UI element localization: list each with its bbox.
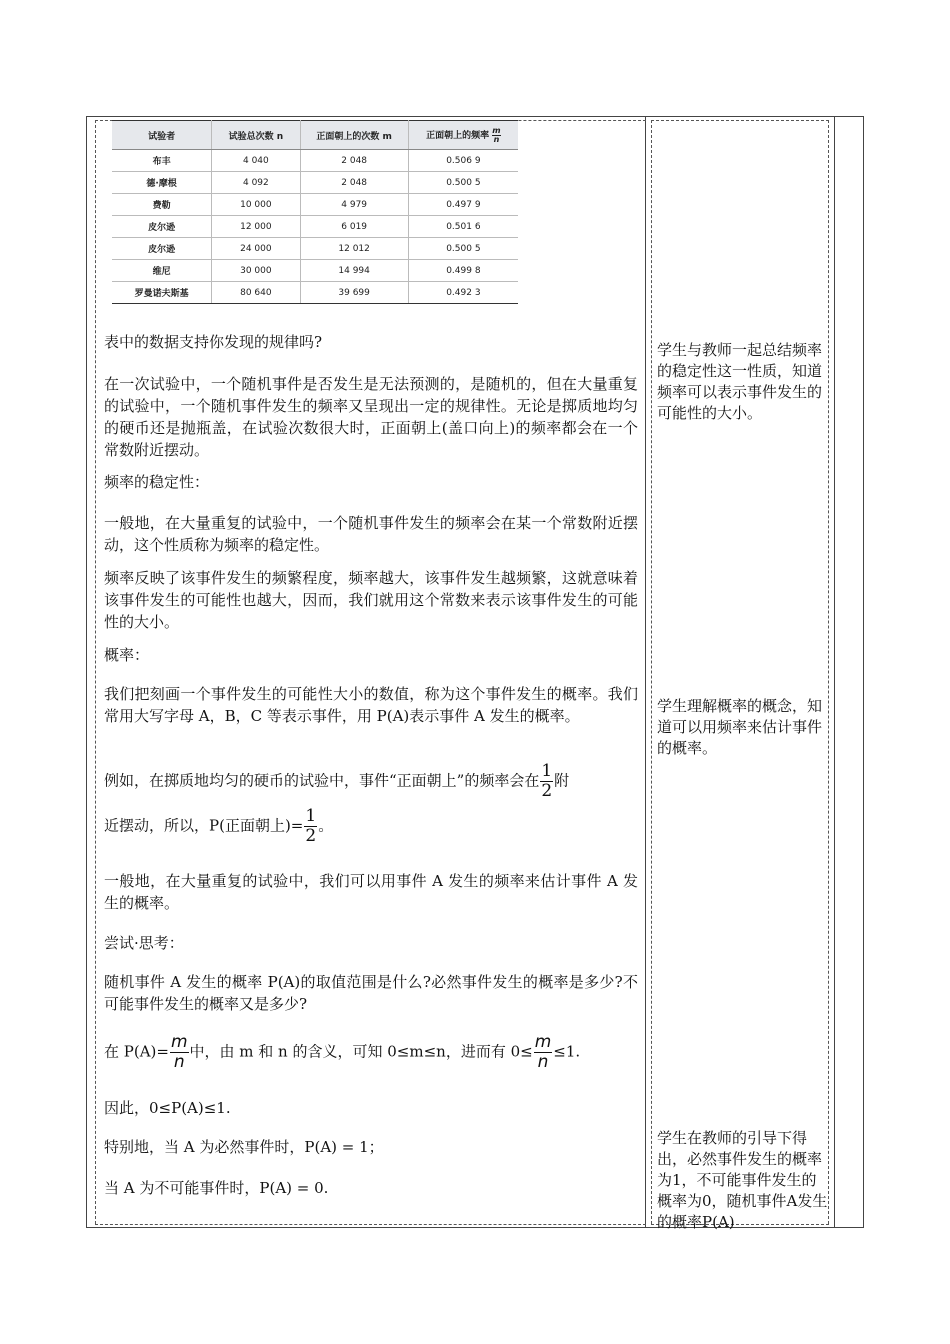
paragraph-example-cont: 近摆动，所以，P(正面朝上)= $\frac{1}{2}$ 。 [104, 806, 334, 846]
table-cell: 0.501 6 [408, 216, 518, 238]
table-cell: 30 000 [212, 260, 300, 282]
table-cell: 24 000 [212, 238, 300, 260]
table-cell: 2 048 [300, 150, 408, 172]
table-row [112, 260, 518, 282]
student-activity-note: 学生理解概率的概念，知道可以用频率来估计事件的概率。 [657, 697, 823, 757]
table-row [112, 172, 518, 194]
paragraph: 表中的数据支持你发现的规律吗? [104, 333, 323, 351]
table-cell: 4 092 [212, 172, 300, 194]
table-cell: 80 640 [212, 282, 300, 304]
table-row [112, 216, 518, 238]
table-row [112, 150, 518, 172]
table-cell: 皮尔逊 [112, 238, 212, 260]
table-cell: 皮尔逊 [112, 216, 212, 238]
header-total-trials: 试验总次数 n [212, 121, 300, 150]
header-experimenter: 试验者 [112, 121, 212, 150]
table-cell: 14 994 [300, 260, 408, 282]
table-cell: 12 000 [212, 216, 300, 238]
fraction-one-half: $\frac{1}{2}$ [541, 761, 553, 801]
column-divider [645, 116, 646, 1228]
paragraph: 频率反映了该事件发生的频繁程度，频率越大，该事件发生越频繁，这就意味着该事件发生的可能性也越大，因而，我们就用这个常数来表示该事件发生的可能性的大小。 [104, 569, 638, 631]
table-cell: 罗曼诺夫斯基 [112, 282, 212, 304]
table-cell: 4 040 [212, 150, 300, 172]
paragraph-derivation: 在 P(A)= $\frac{m}{n}$ 中，由 m 和 n 的含义，可知 0≤m≤n，进而有 0≤ $\frac{m}{n}$ ≤1. [104, 1032, 581, 1072]
heading-frequency-stability: 频率的稳定性： [104, 473, 210, 491]
heading-try-think: 尝试·思考： [104, 934, 184, 952]
paragraph: 在一次试验中，一个随机事件是否发生是无法预测的，是随机的，但在大量重复的试验中，一个随机事件发生的频率又呈现出一定的规律性。无论是掷质地均匀的硬币还是抛瓶盖，在试验次数很大时，正面朝上(盖口向上)的频率都会在一个常数附近摆动。 [104, 375, 638, 459]
dashed-guide [95, 1224, 646, 1225]
table-cell: 德·摩根 [112, 172, 212, 194]
table-cell: 0.506 9 [408, 150, 518, 172]
table-row [112, 238, 518, 260]
dashed-guide [95, 120, 96, 1224]
paragraph-question: 随机事件 A 发生的概率 P(A)的取值范围是什么?必然事件发生的概率是多少?不可能事件发生的概率又是多少? [104, 973, 638, 1013]
paragraph: 当 A 为不可能事件时，P(A) = 0. [104, 1179, 329, 1197]
paragraph: 一般地，在大量重复的试验中，一个随机事件发生的频率会在某一个常数附近摆动，这个性质称为频率的稳定性。 [104, 514, 638, 554]
column-divider [834, 116, 835, 1228]
table-cell: 12 012 [300, 238, 408, 260]
table-cell: 2 048 [300, 172, 408, 194]
table-cell: 10 000 [212, 194, 300, 216]
coin-toss-table [112, 120, 518, 304]
table-cell: 0.492 3 [408, 282, 518, 304]
paragraph: 特别地，当 A 为必然事件时，P(A) = 1； [104, 1138, 384, 1156]
paragraph-example: 例如，在掷质地均匀的硬币的试验中，事件“正面朝上”的频率会在 $\frac{1}{2}$ 附 [104, 761, 570, 801]
fraction-m-over-n: $\frac{m}{n}$ [170, 1032, 188, 1072]
frequency-fraction: $\frac{m}{n}$ [492, 125, 501, 144]
table-header-row [112, 121, 518, 150]
dashed-guide [651, 120, 829, 121]
table-cell: 布丰 [112, 150, 212, 172]
fraction-one-half: $\frac{1}{2}$ [305, 806, 317, 846]
paragraph: 因此，0≤P(A)≤1. [104, 1099, 231, 1117]
paragraph: 一般地，在大量重复的试验中，我们可以用事件 A 发生的频率来估计事件 A 发生的概率。 [104, 872, 638, 912]
table-cell: 费勒 [112, 194, 212, 216]
header-heads-count: 正面朝上的次数 m [300, 121, 408, 150]
table-row [112, 282, 518, 304]
table-cell: 0.499 8 [408, 260, 518, 282]
fraction-m-over-n: $\frac{m}{n}$ [534, 1032, 552, 1072]
dashed-guide [651, 120, 652, 1224]
student-activity-note: 学生与教师一起总结频率的稳定性这一性质，知道频率可以表示事件发生的可能性的大小。 [657, 341, 823, 422]
heading-probability: 概率： [104, 646, 150, 664]
table-cell: 4 979 [300, 194, 408, 216]
student-activity-note: 学生在教师的引导下得出，必然事件发生的概率为1，不可能事件发生的概率为0，随机事件A发生的概率P(A) [657, 1129, 828, 1231]
header-heads-frequency: 正面朝上的频率 $\frac{m}{n}$ [408, 121, 518, 150]
table-cell: 0.500 5 [408, 238, 518, 260]
table-row [112, 194, 518, 216]
table-cell: 6 019 [300, 216, 408, 238]
dashed-guide [828, 120, 829, 1224]
table-cell: 维尼 [112, 260, 212, 282]
table-cell: 0.497 9 [408, 194, 518, 216]
table-cell: 0.500 5 [408, 172, 518, 194]
paragraph: 我们把刻画一个事件发生的可能性大小的数值，称为这个事件发生的概率。我们常用大写字母 A，B，C 等表示事件，用 P(A)表示事件 A 发生的概率。 [104, 685, 638, 725]
table-cell: 39 699 [300, 282, 408, 304]
